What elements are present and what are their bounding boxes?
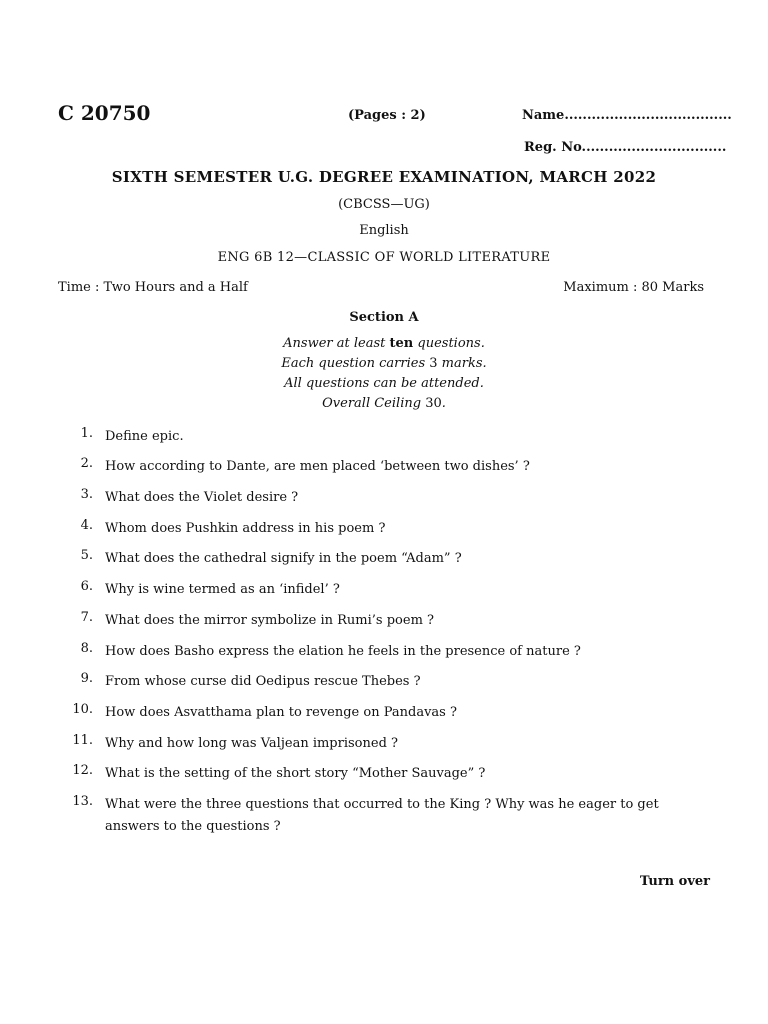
instruction-answer-count: Answer at least ten questions.	[283, 336, 485, 351]
page-count: (Pages : 2)	[348, 108, 426, 123]
exam-title: SIXTH SEMESTER U.G. DEGREE EXAMINATION, MARCH 2022	[111, 168, 657, 186]
paper-title: ENG 6B 12—CLASSIC OF WORLD LITERATURE	[217, 250, 551, 265]
turn-over-note: Turn over	[639, 874, 710, 889]
maximum-marks: Maximum : 80 Marks	[563, 280, 704, 295]
question-paper-code: C 20750	[58, 101, 151, 125]
instruction-marks-each: Each question carries 3 marks.	[281, 356, 487, 371]
time-allowed: Time : Two Hours and a Half	[58, 280, 248, 295]
instruction-attend-all: All questions can be attended.	[284, 376, 484, 391]
instruction-ceiling: Overall Ceiling 30.	[322, 396, 446, 411]
exam-subject: English	[359, 223, 409, 238]
name-field: Name.....................................	[522, 108, 732, 123]
section-title: Section A	[349, 310, 419, 325]
reg-no-field: Reg. No................................	[524, 140, 727, 155]
exam-scheme: (CBCSS—UG)	[338, 197, 430, 212]
